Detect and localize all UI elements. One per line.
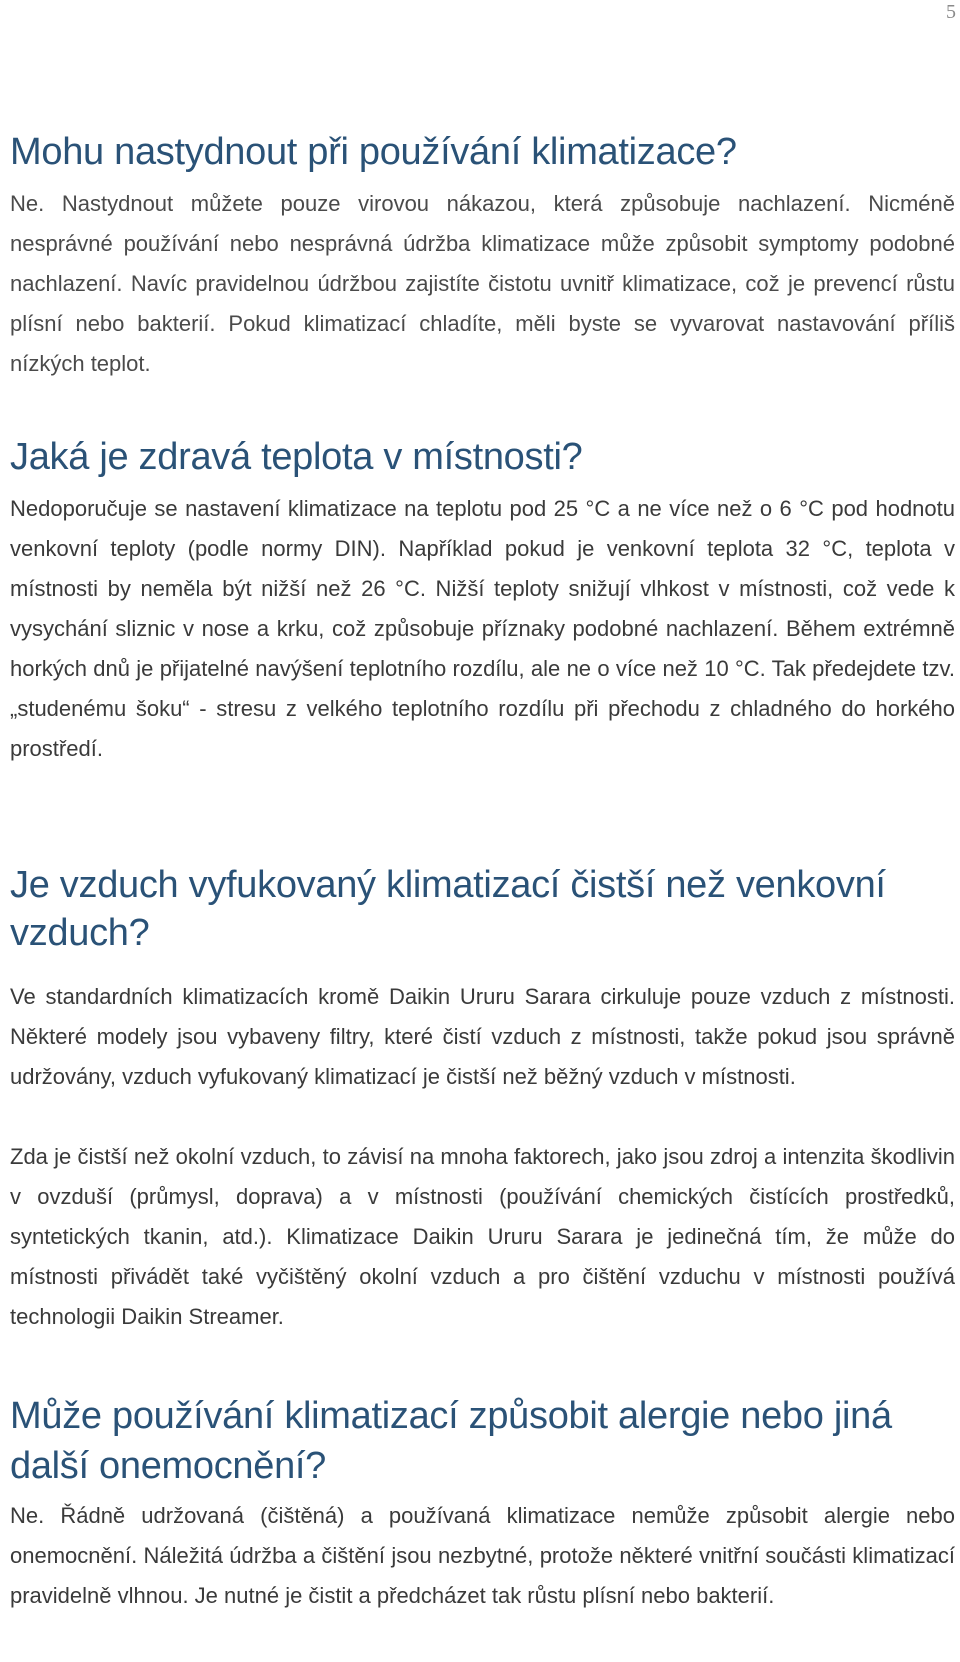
section-paragraph: Nedoporučuje se nastavení klimatizace na teplotu pod 25 °C a ne více než o 6 °C pod hodnotu venkovní teploty (podle normy DIN). Například pokud je venkovní teplota 32 °C, teplota v místnosti by neměla být nižší než 26 °C. Nižší teploty snižují vlhkost v místnosti, což vede k vysychání sliznic v nose a krku, což způsobuje příznaky podobné nachlazení. Během extrémně horkých dnů je přijatelné navýšení teplotního rozdílu, ale ne o více než 10 °C. Tak předejdete tzv. „studenému šoku“ - stresu z velkého teplotního rozdílu při přechodu z chladného do horkého prostředí. <box>10 496 955 761</box>
section-paragraph: Ve standardních klimatizacích kromě Daikin Ururu Sarara cirkuluje pouze vzduch z místnosti. Některé modely jsou vybaveny filtry, které čistí vzduch z místnosti, takže pokud jsou správně udržovány, vzduch vyfukovaný klimatizací je čistší než běžný vzduch v místnosti. <box>10 984 955 1089</box>
section-heading: Může používání klimatizací způsobit alergie nebo jiná další onemocnění? <box>10 1395 892 1487</box>
section-heading: Je vzduch vyfukovaný klimatizací čistší než venkovní vzduch? <box>10 864 886 954</box>
section-paragraph: Zda je čistší než okolní vzduch, to závisí na mnoha faktorech, jako jsou zdroj a intenzita škodlivin v ovzduší (průmysl, doprava) a v místnosti (používání chemických čistících prostředků, syntetických tkanin, atd.). Klimatizace Daikin Ururu Sarara je jedinečná tím, že může do místnosti přivádět také vyčištěný okolní vzduch a pro čištění vzduchu v místnosti používá technologii Daikin Streamer. <box>10 1144 955 1329</box>
section-paragraph: Ne. Řádně udržovaná (čištěná) a používaná klimatizace nemůže způsobit alergie nebo onemocnění. Náležitá údržba a čištění jsou nezbytné, protože některé vnitřní součásti klimatizací pravidelně vlhnou. Je nutné je čistit a předcházet tak růstu plísní nebo bakterií. <box>10 1503 955 1608</box>
page-number: 5 <box>946 1 956 23</box>
section-paragraph: Ne. Nastydnout můžete pouze virovou nákazou, která způsobuje nachlazení. Nicméně nesprávné používání nebo nesprávná údržba klimatizace může způsobit symptomy podobné nachlazení. Navíc pravidelnou údržbou zajistíte čistotu uvnitř klimatizace, což je prevencí růstu plísní nebo bakterií. Pokud klimatizací chladíte, měli byste se vyvarovat nastavování příliš nízkých teplot. <box>10 191 955 376</box>
section-heading: Mohu nastydnout při používání klimatizace? <box>10 131 737 173</box>
section-heading: Jaká je zdravá teplota v místnosti? <box>10 436 583 478</box>
